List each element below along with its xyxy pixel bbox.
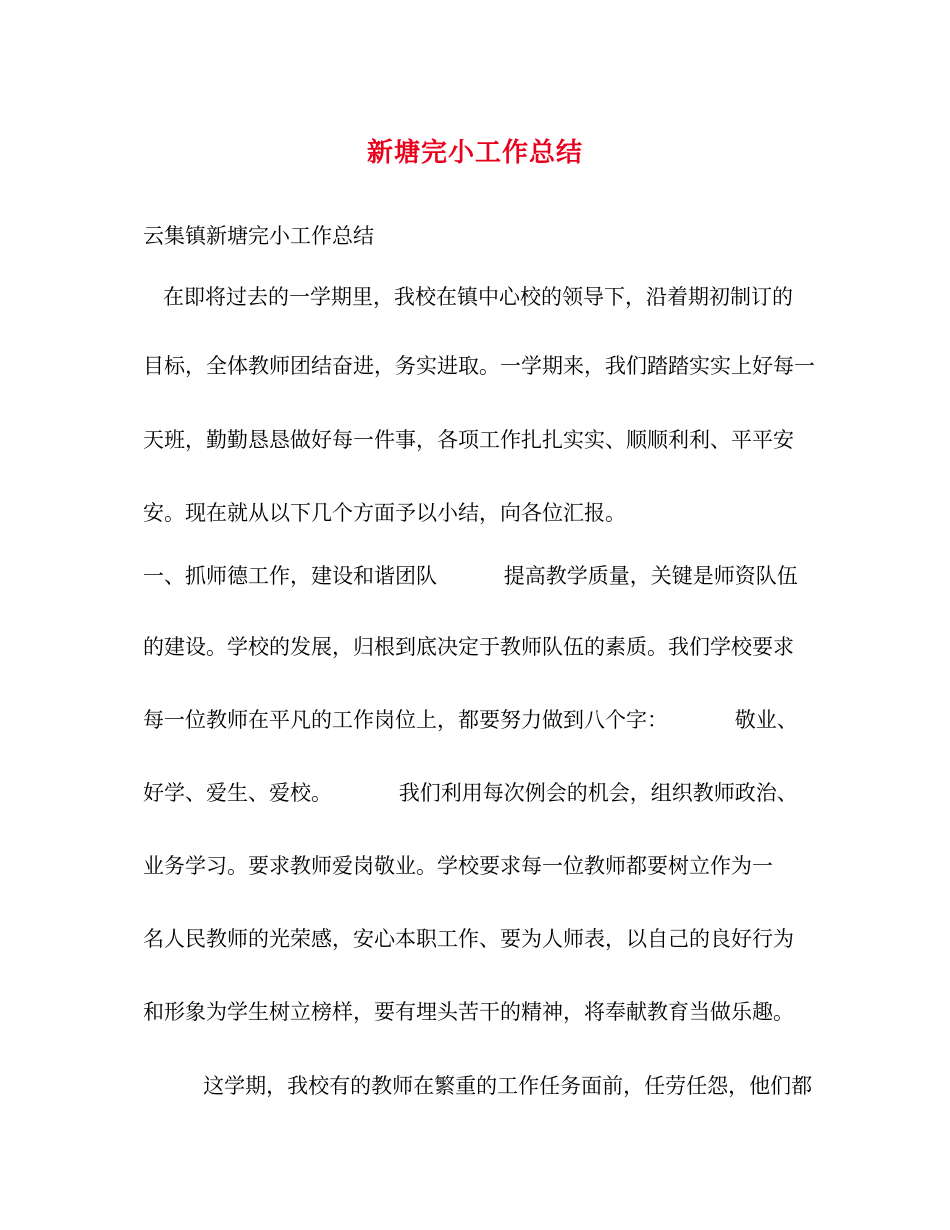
body-line: 在即将过去的一学期里，我校在镇中心校的领导下，沿着期初制订的 (143, 285, 794, 309)
body-line: 每一位教师在平凡的工作岗位上，都要努力做到八个字： 敬业、 (143, 708, 798, 732)
body-line: 和形象为学生树立榜样，要有埋头苦干的精神，将奉献教育当做乐趣。 (143, 1000, 794, 1024)
document-title: 新塘完小工作总结 (366, 138, 583, 168)
body-line: 的建设。学校的发展，归根到底决定于教师队伍的素质。我们学校要求 (143, 635, 794, 659)
body-line: 安。现在就从以下几个方面予以小结，向各位汇报。 (143, 501, 626, 525)
body-line: 业务学习。要求教师爱岗敬业。学校要求每一位教师都要树立作为一 (143, 854, 773, 878)
document-subtitle: 云集镇新塘完小工作总结 (143, 224, 374, 248)
body-line: 名人民教师的光荣感，安心本职工作、要为人师表，以自己的良好行为 (143, 927, 794, 951)
section-heading-line: 一、抓师德工作，建设和谐团队 提高教学质量，关键是师资队伍 (143, 564, 798, 588)
body-line: 天班，勤勤恳恳做好每一件事，各项工作扎扎实实、顺顺利利、平平安 (143, 428, 794, 452)
body-line: 目标，全体教师团结奋进，务实进取。一学期来，我们踏踏实实上好每一 (143, 354, 815, 378)
body-line: 这学期，我校有的教师在繁重的工作任务面前，任劳任怨，他们都 (143, 1074, 813, 1098)
body-line: 好学、爱生、爱校。 我们利用每次例会的机会，组织教师政治、 (143, 781, 798, 805)
